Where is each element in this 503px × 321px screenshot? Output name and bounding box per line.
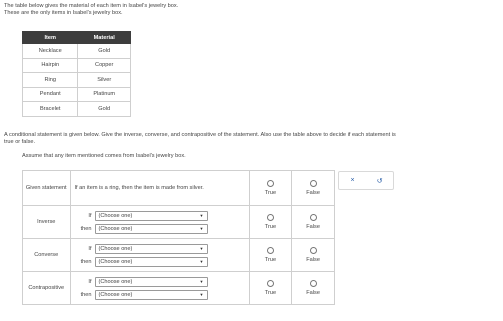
material-cell: Copper <box>78 58 131 73</box>
converse-label: Converse <box>23 239 71 272</box>
contrapositive-then-select[interactable] <box>95 290 208 300</box>
false-label: False <box>306 224 320 230</box>
assumption-text: Assume that any item mentioned comes from Isabel's jewelry box. <box>22 153 186 159</box>
select-placeholder: (Choose one) <box>98 258 133 265</box>
chevron-down-icon: ▼ <box>199 279 204 284</box>
contrapositive-if-select[interactable] <box>95 277 208 287</box>
items-header-row <box>23 32 131 44</box>
inverse-label: Inverse <box>23 206 71 239</box>
contrapositive-false-cell <box>292 272 335 305</box>
table-row <box>23 87 131 102</box>
inverse-selects-cell <box>70 206 249 239</box>
inverse-false-cell <box>292 206 335 239</box>
inverse-true-radio[interactable] <box>267 214 274 221</box>
contrapositive-false-radio[interactable] <box>310 280 317 287</box>
if-keyword: If <box>88 245 92 252</box>
header-item: Item <box>23 32 78 44</box>
given-statement-row <box>23 171 335 206</box>
instructions <box>4 132 503 146</box>
contrapositive-row <box>23 272 335 305</box>
given-true-radio[interactable] <box>267 180 274 187</box>
given-true-cell <box>249 171 292 206</box>
inverse-then-select[interactable] <box>95 224 208 234</box>
if-keyword: If <box>88 212 92 219</box>
contrapositive-true-cell <box>249 272 292 305</box>
item-cell: Ring <box>23 73 78 88</box>
true-label: True <box>264 290 277 296</box>
inverse-false-radio[interactable] <box>310 214 317 221</box>
intro-line-2: These are the only items in Isabel's jewelry box. <box>4 10 123 16</box>
clear-button[interactable] <box>339 172 366 189</box>
table-row <box>23 73 131 88</box>
converse-false-cell <box>292 239 335 272</box>
then-keyword: then <box>80 258 92 265</box>
select-placeholder: (Choose one) <box>98 225 133 232</box>
inverse-true-cell <box>249 206 292 239</box>
true-label: True <box>264 190 277 196</box>
if-keyword: If <box>88 278 92 285</box>
instructions-line-1: A conditional statement is given below. Give the inverse, converse, and contrapositive of the statement. Also use the table above to decide if each statement is <box>4 132 396 138</box>
converse-row <box>23 239 335 272</box>
chevron-down-icon: ▼ <box>199 246 204 251</box>
undo-icon: ↺ <box>376 177 383 185</box>
true-label: True <box>264 224 277 230</box>
instructions-line-2: true or false. <box>4 139 36 145</box>
contrapositive-selects-cell <box>70 272 249 305</box>
chevron-down-icon: ▼ <box>199 226 204 231</box>
false-label: False <box>306 190 320 196</box>
material-cell: Platinum <box>78 87 131 102</box>
item-cell: Necklace <box>23 44 78 59</box>
then-keyword: then <box>80 225 92 232</box>
select-placeholder: (Choose one) <box>98 291 133 298</box>
item-cell: Hairpin <box>23 58 78 73</box>
table-row <box>23 58 131 73</box>
intro-line-1: The table below gives the material of each item in Isabel's jewelry box. <box>4 3 179 9</box>
contrapositive-true-radio[interactable] <box>267 280 274 287</box>
select-placeholder: (Choose one) <box>98 245 133 252</box>
false-label: False <box>306 290 320 296</box>
inverse-if-select[interactable] <box>95 211 208 221</box>
converse-false-radio[interactable] <box>310 247 317 254</box>
statement-table <box>22 170 335 305</box>
converse-selects-cell <box>70 239 249 272</box>
inverse-row <box>23 206 335 239</box>
chevron-down-icon: ▼ <box>199 213 204 218</box>
chevron-down-icon: ▼ <box>199 292 204 297</box>
chevron-down-icon: ▼ <box>199 259 204 264</box>
material-cell: Gold <box>78 102 131 117</box>
converse-then-select[interactable] <box>95 257 208 267</box>
material-cell: Silver <box>78 73 131 88</box>
given-statement-text: If an item is a ring, then the item is made from silver. <box>74 185 204 191</box>
table-row <box>23 102 131 117</box>
given-false-radio[interactable] <box>310 180 317 187</box>
intro-text <box>4 3 178 17</box>
table-row <box>23 44 131 59</box>
converse-if-select[interactable] <box>95 244 208 254</box>
header-material: Material <box>78 32 131 44</box>
close-icon: × <box>350 177 355 184</box>
given-statement-label: Given statement <box>23 171 71 206</box>
contrapositive-label: Contrapositive <box>23 272 71 305</box>
items-table <box>22 31 131 117</box>
answer-actions <box>338 171 394 190</box>
undo-button[interactable] <box>366 172 393 189</box>
item-cell: Bracelet <box>23 102 78 117</box>
select-placeholder: (Choose one) <box>98 212 133 219</box>
converse-true-radio[interactable] <box>267 247 274 254</box>
select-placeholder: (Choose one) <box>98 278 133 285</box>
given-statement-cell <box>70 171 249 206</box>
material-cell: Gold <box>78 44 131 59</box>
converse-true-cell <box>249 239 292 272</box>
true-label: True <box>264 257 277 263</box>
given-false-cell <box>292 171 335 206</box>
false-label: False <box>306 257 320 263</box>
then-keyword: then <box>80 291 92 298</box>
item-cell: Pendant <box>23 87 78 102</box>
